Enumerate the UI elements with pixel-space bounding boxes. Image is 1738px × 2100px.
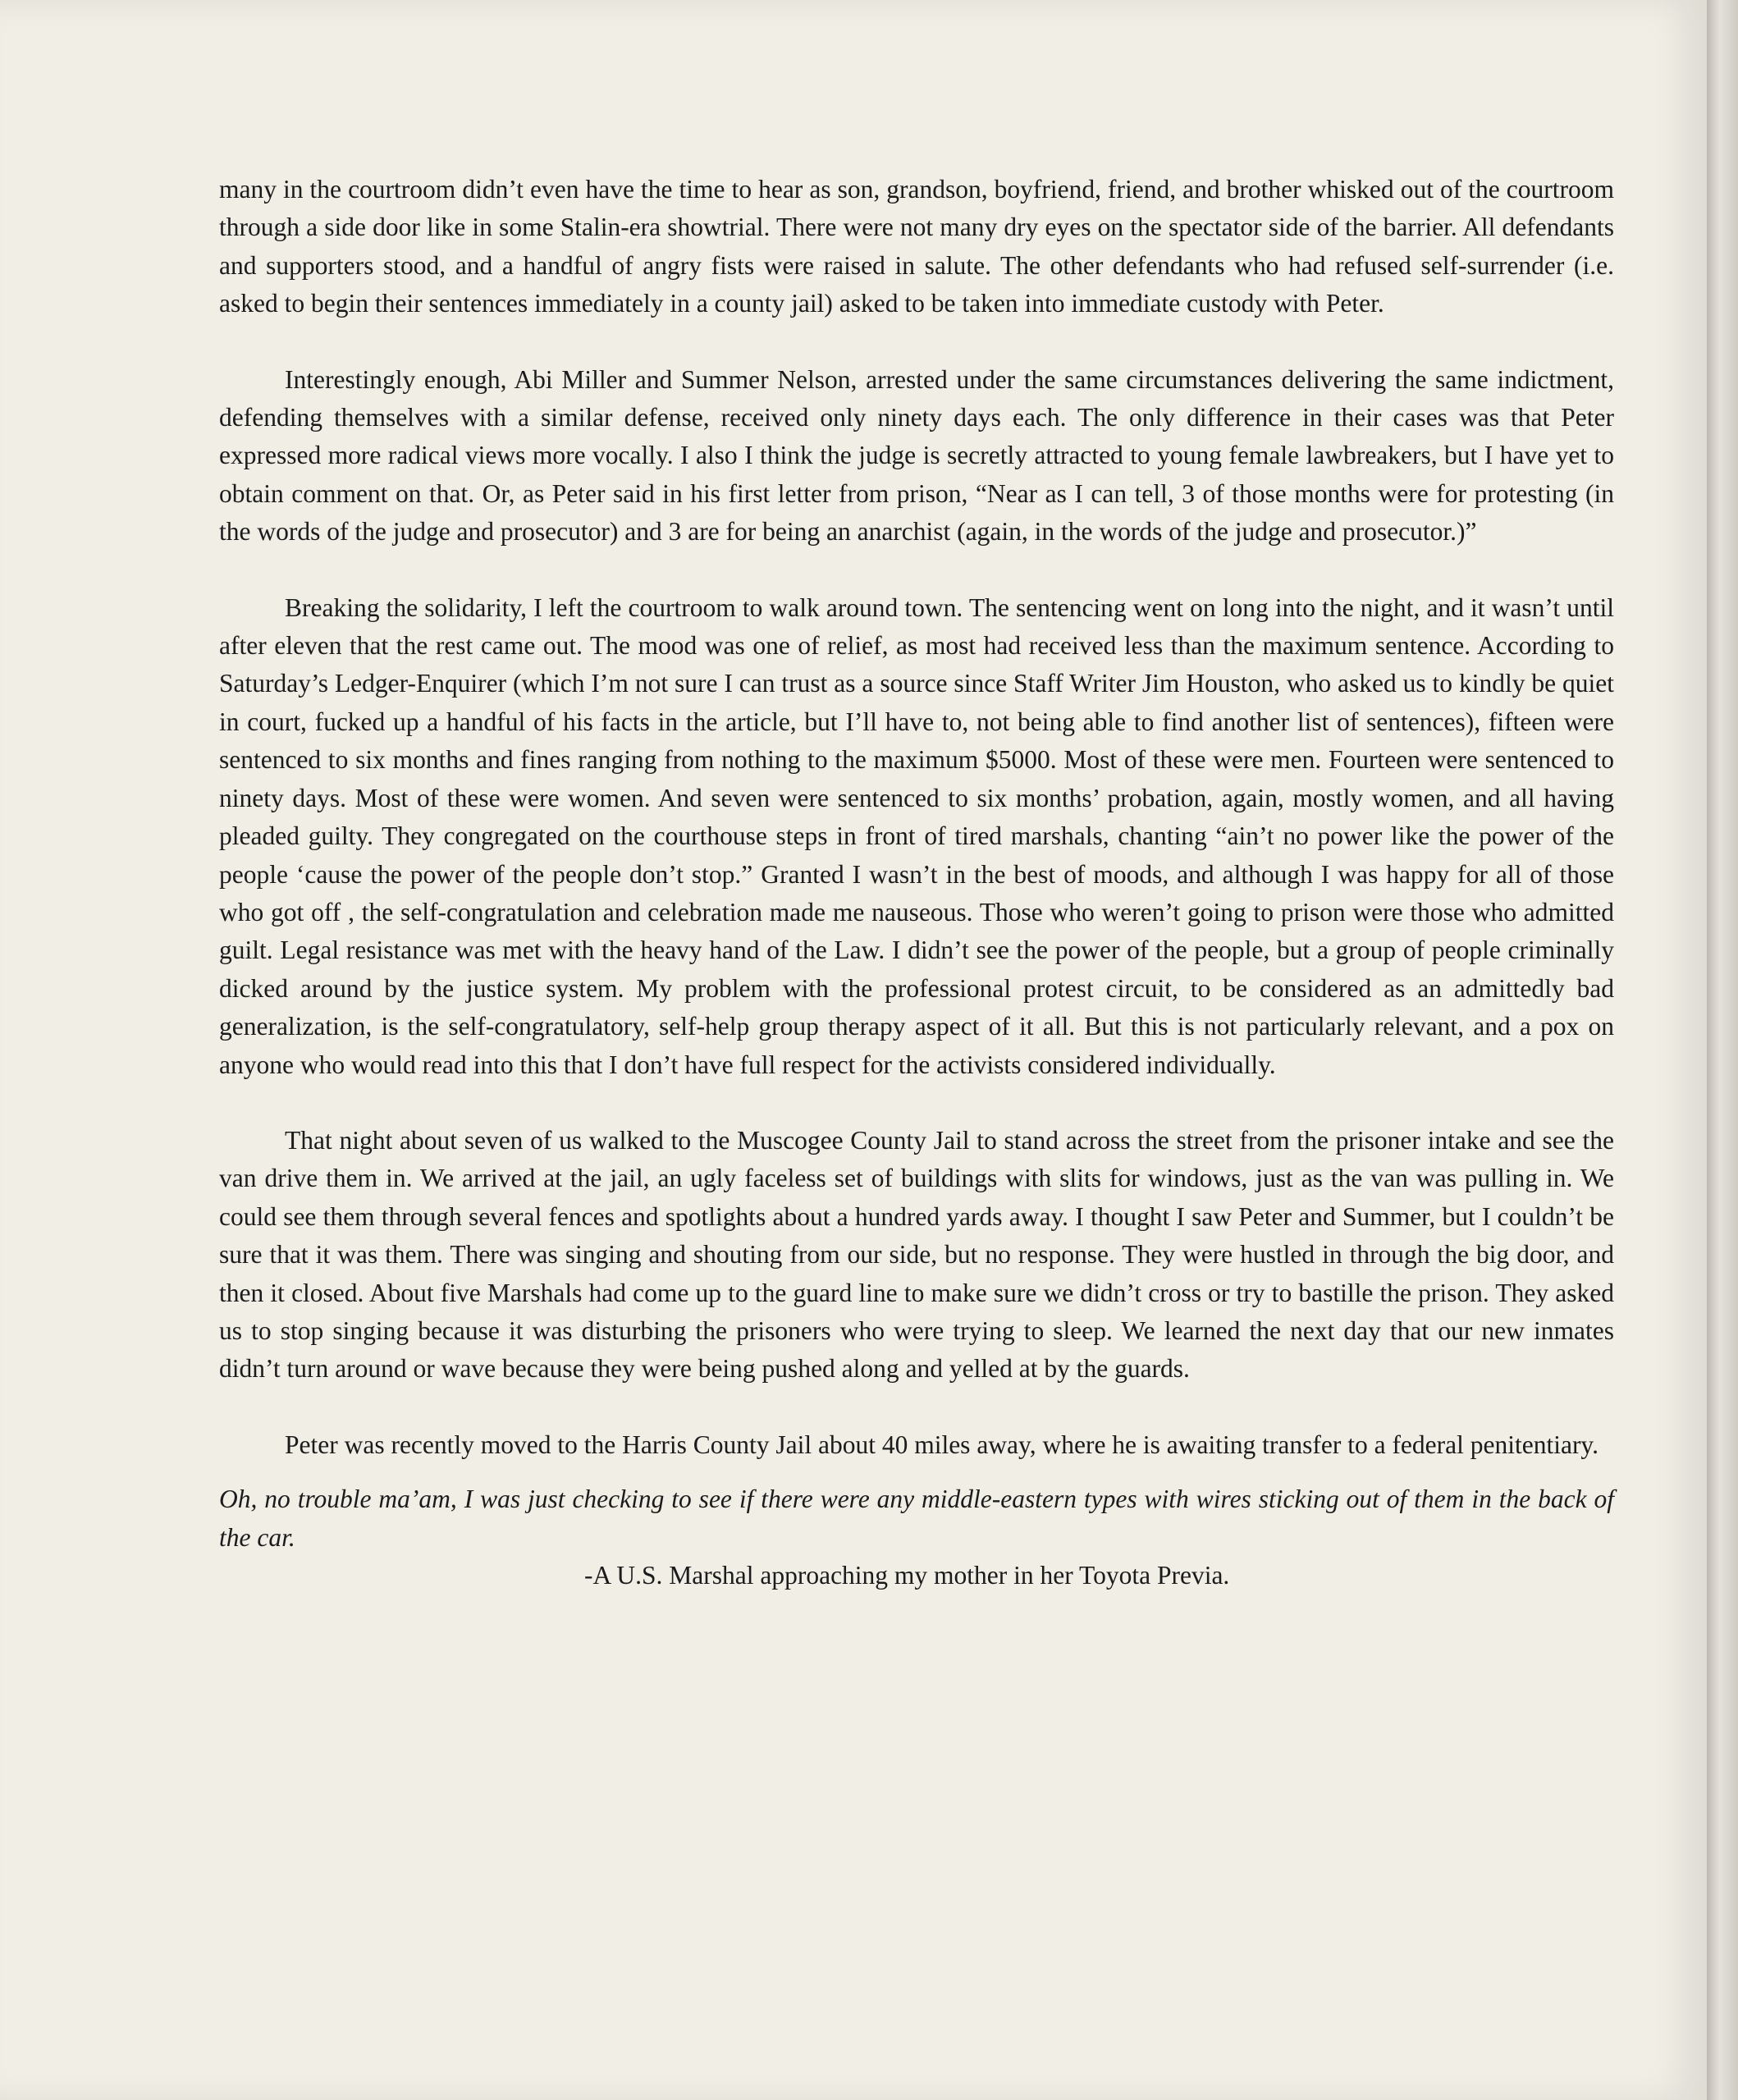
paragraph-5: Peter was recently moved to the Harris County Jail about 40 miles away, where he is awaiting transfer to a federal penitentiary. bbox=[285, 1430, 1599, 1459]
closing-quote: Oh, no trouble ma’am, I was just checking to see if there were any middle-eastern types with wires sticking out of them in the back of the car. bbox=[219, 1485, 1614, 1552]
document-body bbox=[219, 171, 1614, 1594]
page-edge bbox=[1707, 0, 1738, 2100]
paragraph-3: Breaking the solidarity, I left the courtroom to walk around town. The sentencing went on long into the night, and it wasn’t until after eleven that the rest came out. The mood was one of relief, as most had received less than the maximum sentence. According to Saturday’s Ledger-Enquirer (which I’m not sure I can trust as a source since Staff Writer Jim Houston, who asked us to kindly be quiet in court, fucked up a handful of his facts in the article, but I’ll have to, not being able to find another list of sentences), fifteen were sentenced to six months and fines ranging from nothing to the maximum $5000. Most of these were men. Fourteen were sentenced to ninety days. Most of these were women. And seven were sentenced to six months’ probation, again, mostly women, and all having pleaded guilty. They congregated on the courthouse steps in front of tired marshals, chanting “ain’t no power like the power of the people ‘cause the power of the people don’t stop.” Granted I wasn’t in the best of moods, and although I was happy for all of those who got off , the self-congratulation and celebration made me nauseous. Those who weren’t going to prison were those who admitted guilt. Legal resistance was met with the heavy hand of the Law. I didn’t see the power of the people, but a group of people criminally dicked around by the justice system. My problem with the professional protest circuit, to be considered as an admittedly bad generalization, is the self-congratulatory, self-help group therapy aspect of it all. But this is not particularly relevant, and a pox on anyone who would read into this that I don’t have full respect for the activists considered individually. bbox=[219, 592, 1614, 1079]
paragraph-4: That night about seven of us walked to the Muscogee County Jail to stand across the street from the prisoner intake and see the van drive them in. We arrived at the jail, an ugly faceless set of buildings with slits for windows, just as the van was pulling in. We could see them through several fences and spotlights about a hundred yards away. I thought I saw Peter and Summer, but I couldn’t be sure that it was them. There was singing and shouting from our side, but no response. They were hustled in through the big door, and then it closed. About five Marshals had come up to the guard line to make sure we didn’t cross or try to bastille the prison. They asked us to stop singing because it was disturbing the prisoners who were trying to sleep. We learned the next day that our new inmates didn’t turn around or wave because they were being pushed along and yelled at by the guards. bbox=[219, 1125, 1614, 1384]
paragraph-2: Interestingly enough, Abi Miller and Summer Nelson, arrested under the same circumstances delivering the same indictment, defending themselves with a similar defense, received only ninety days each. The only difference in their cases was that Peter expressed more radical views more vocally. I also I think the judge is secretly attracted to young female lawbreakers, but I have yet to obtain comment on that. Or, as Peter said in his first letter from prison, “Near as I can tell, 3 of those months were for protesting (in the words of the judge and prosecutor) and 3 are for being an anarchist (again, in the words of the judge and prosecutor.)” bbox=[219, 364, 1614, 547]
quote-attribution: -A U.S. Marshal approaching my mother in her Toyota Previa. bbox=[584, 1561, 1230, 1590]
paragraph-1: many in the courtroom didn’t even have the time to hear as son, grandson, boyfriend, friend, and brother whisked out of the courtroom through a side door like in some Stalin-era showtrial. There were not many dry eyes on the spectator side of the barrier. All defendants and supporters stood, and a handful of angry fists were raised in salute. The other defendants who had refused self-surrender (i.e. asked to begin their sentences immediately in a county jail) asked to be taken into immediate custody with Peter. bbox=[219, 175, 1614, 318]
